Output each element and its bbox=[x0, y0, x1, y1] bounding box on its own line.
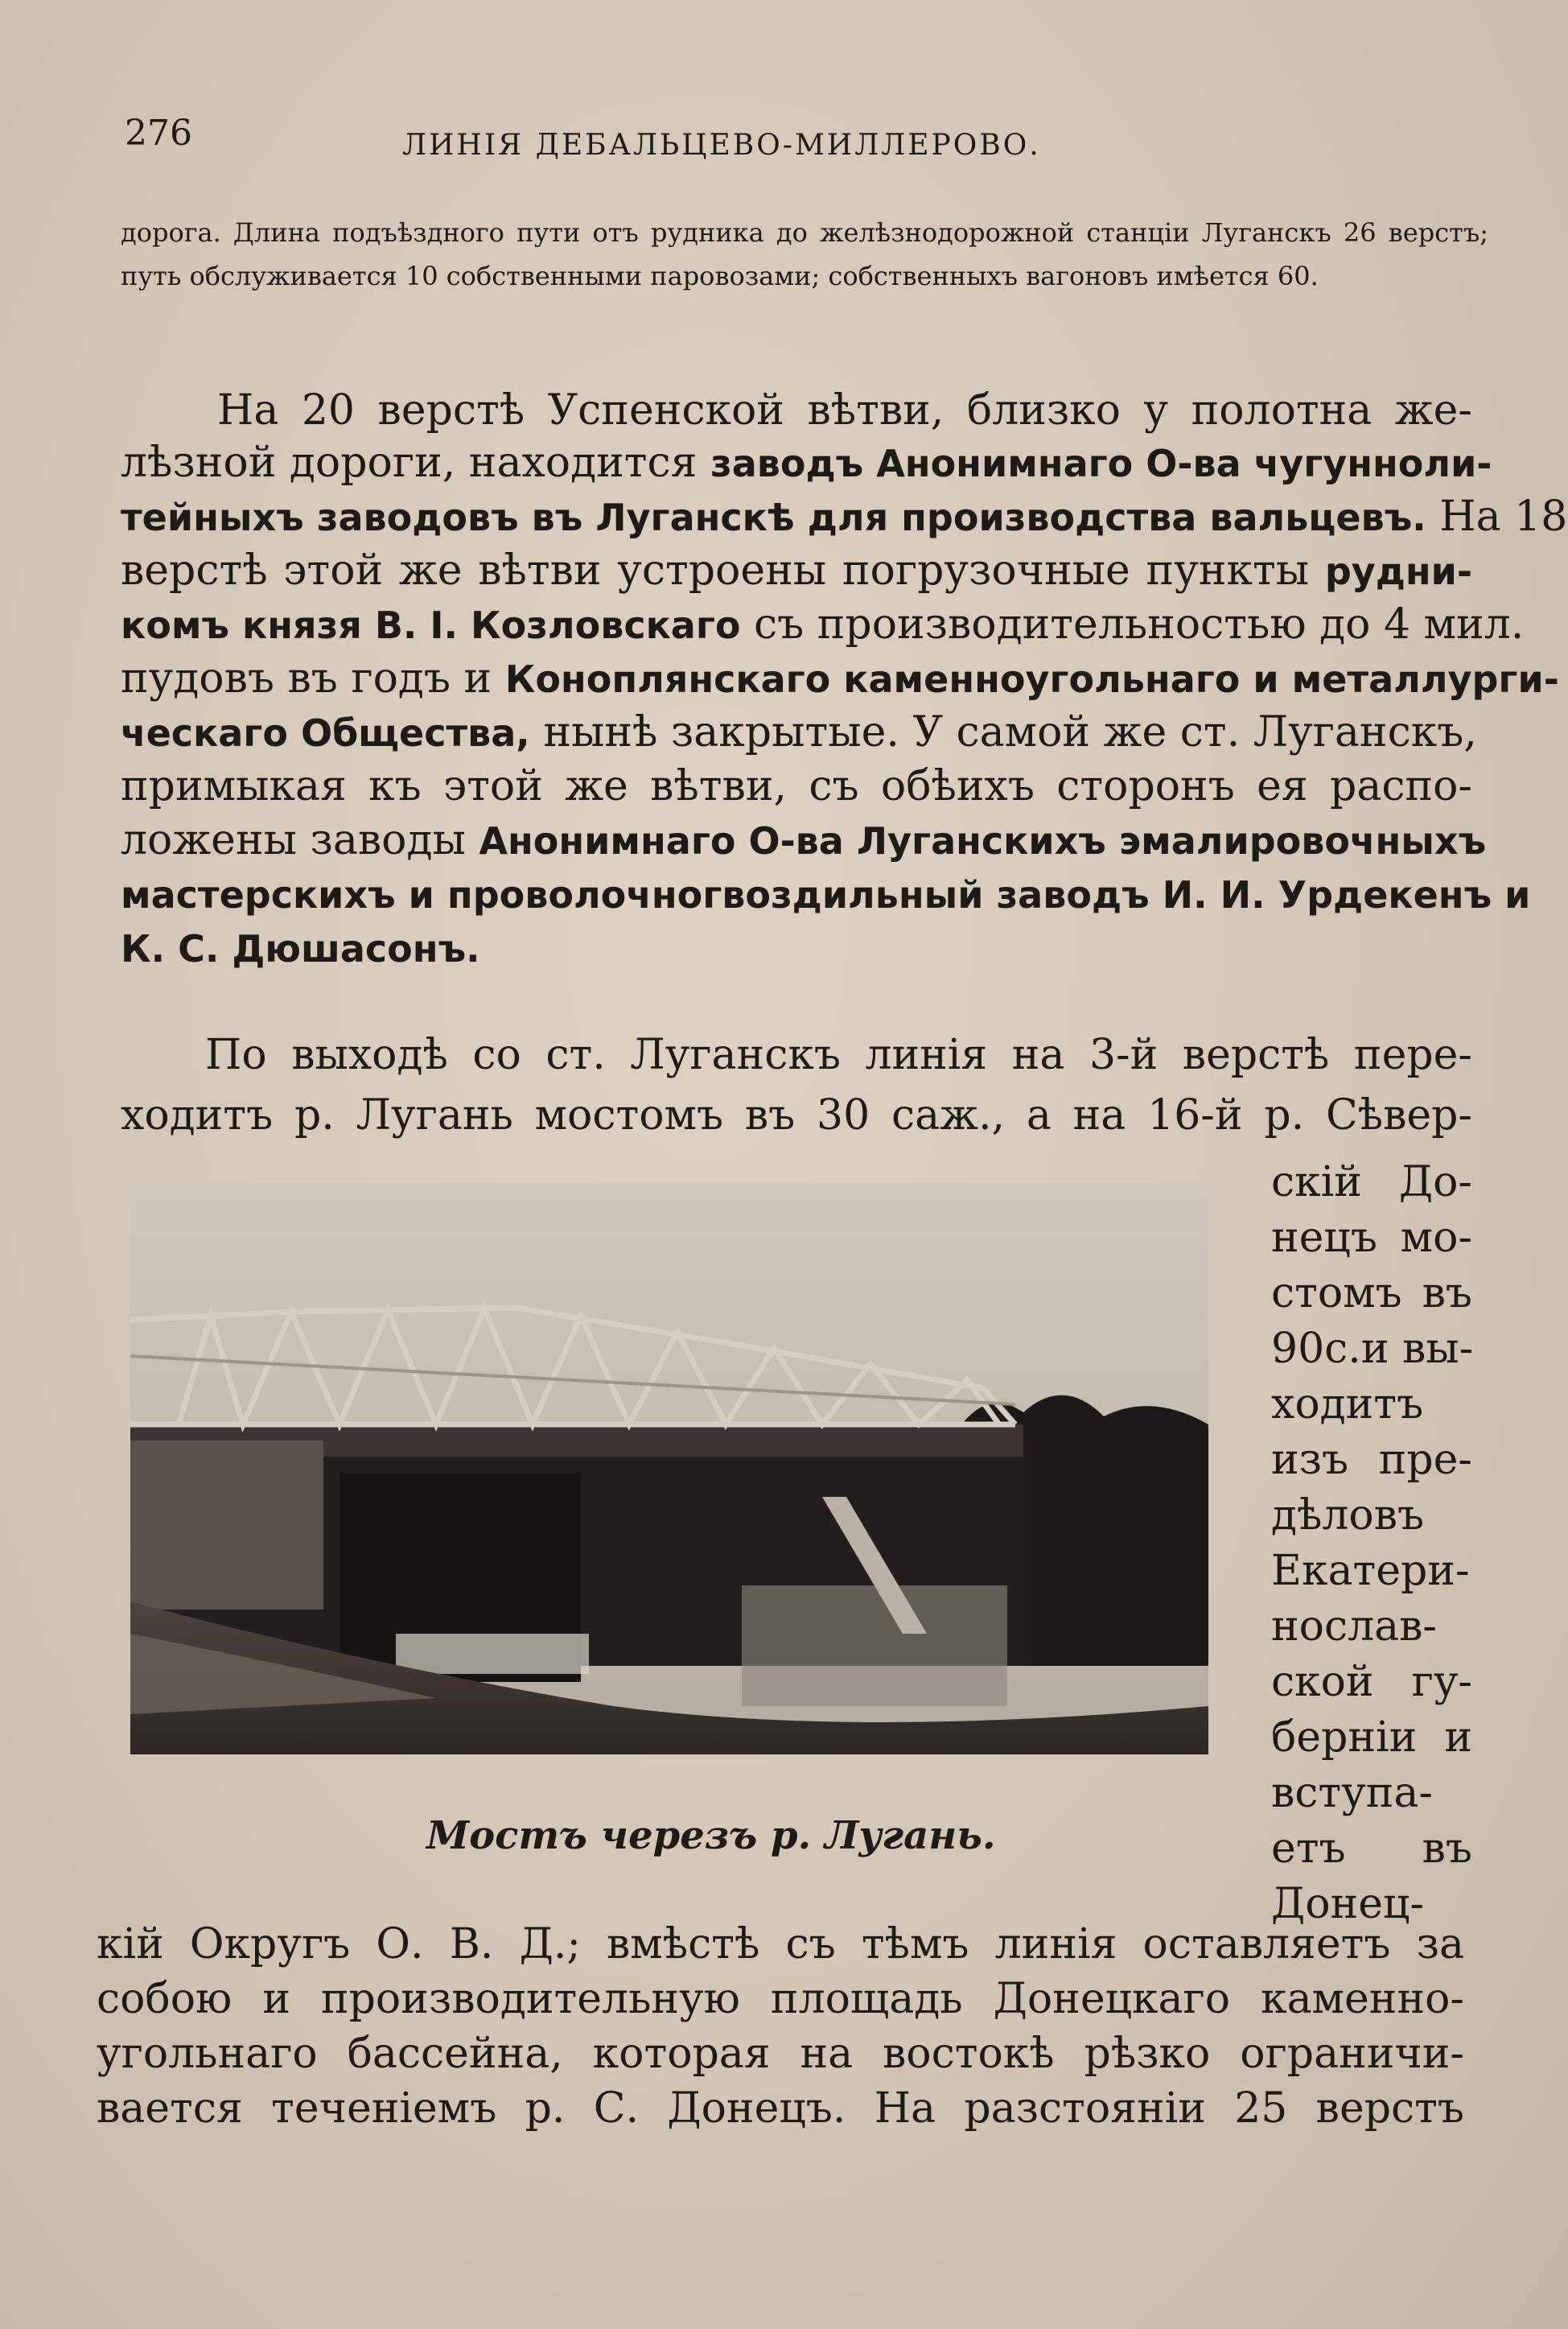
bridge-photograph bbox=[130, 1183, 1208, 1754]
para1-line bbox=[121, 600, 1525, 649]
side-line: дѣловъ bbox=[1271, 1491, 1425, 1540]
para2-line: кій Округъ О. В. Д.; вмѣстѣ съ тѣмъ линія оставляетъ за bbox=[97, 1920, 1464, 1968]
para1-line bbox=[121, 654, 1559, 703]
para1-line bbox=[121, 816, 1487, 864]
para1-line bbox=[121, 927, 480, 969]
highlight-text: тейныхъ заводовъ въ Луганскѣ для производства вальцевъ. bbox=[121, 496, 1426, 539]
highlight-text: мастерскихъ и проволочногвоздильный заводъ И. И. Урдекенъ и bbox=[121, 873, 1531, 917]
side-line: стомъ въ bbox=[1271, 1269, 1472, 1317]
para1-line bbox=[121, 708, 1477, 756]
side-column bbox=[1271, 1155, 1472, 1932]
side-line: изъ пре- bbox=[1271, 1436, 1472, 1484]
highlight-text: Коноплянскаго каменноугольнаго и металлурги- bbox=[504, 657, 1559, 701]
side-line: ской гу- bbox=[1271, 1658, 1472, 1706]
para2-line: собою и производительную площадь Донецкаго каменно- bbox=[97, 1975, 1464, 2023]
side-line: скій До- bbox=[1271, 1158, 1472, 1206]
highlight-text: Анонимнаго О-ва Луганскихъ эмалировочныхъ bbox=[479, 819, 1487, 863]
highlight-text: заводъ Анонимнаго О-ва чугунноли- bbox=[710, 442, 1492, 485]
plain-text: лѣзной дороги, находится bbox=[121, 439, 710, 487]
side-line: нецъ мо- bbox=[1271, 1214, 1472, 1262]
side-line: ходитъ bbox=[1271, 1380, 1424, 1428]
plain-text: нынѣ закрытые. У самой же ст. Луганскъ, bbox=[529, 708, 1477, 756]
para1-line: На 20 верстѣ Успенской вѣтви, близко у полотна же- bbox=[217, 386, 1472, 435]
plain-text: съ производительностью до 4 мил. bbox=[740, 600, 1525, 649]
side-line: вступа- bbox=[1271, 1769, 1433, 1817]
side-line: нослав- bbox=[1271, 1602, 1437, 1651]
page-number: 276 bbox=[125, 113, 192, 154]
running-title: ЛИНІЯ ДЕБАЛЬЦЕВО-МИЛЛЕРОВО. bbox=[402, 129, 1041, 162]
side-line: 90с.и вы- bbox=[1271, 1325, 1474, 1373]
para1-line bbox=[121, 873, 1531, 917]
side-line: Донец- bbox=[1271, 1880, 1425, 1928]
plain-text: ложены заводы bbox=[121, 816, 479, 864]
para1-line: примыкая къ этой же вѣтви, съ обѣихъ сторонъ ея распо- bbox=[121, 762, 1472, 810]
para2-line: По выходѣ со ст. Луганскъ линія на 3-й верстѣ пере- bbox=[205, 1031, 1472, 1079]
para1-line bbox=[121, 546, 1472, 595]
bridge-photo-image bbox=[130, 1183, 1208, 1754]
highlight-text: комъ князя В. І. Козловскаго bbox=[121, 604, 741, 647]
para2-line: угольнаго бассейна, которая на востокѣ рѣзко ограничи- bbox=[97, 2030, 1464, 2078]
highlight-text: К. С. Дюшасонъ. bbox=[121, 927, 480, 971]
side-line: Екатери- bbox=[1271, 1547, 1470, 1595]
para1-line bbox=[121, 493, 1568, 541]
highlight-text: ческаго Общества, bbox=[121, 711, 530, 755]
side-line: берніи и bbox=[1271, 1713, 1472, 1762]
plain-text: пудовъ въ годъ и bbox=[121, 654, 505, 703]
highlight-text: рудни- bbox=[1324, 550, 1472, 593]
figure-caption: Мостъ черезъ р. Лугань. bbox=[426, 1813, 996, 1858]
fine-print-paragraph: дорога. Длина подъѣздного пути отъ рудника до желѣзнодорожной станціи Луганскъ 26 верстъ; путь обслуживается 10 собственными паровозами; собственныхъ вагоновъ имѣется 60. bbox=[121, 217, 1488, 291]
para1-line bbox=[121, 439, 1492, 487]
para2-line: вается теченіемъ р. С. Донецъ. На разстояніи 25 верстъ bbox=[97, 2084, 1464, 2133]
plain-text: На 18 bbox=[1426, 493, 1568, 541]
plain-text: верстѣ этой же вѣтви устроены погрузочные пункты bbox=[121, 546, 1325, 595]
para2-line: ходитъ р. Лугань мостомъ въ 30 саж., а на 16-й р. Сѣвер- bbox=[121, 1091, 1472, 1140]
side-line: етъ въ bbox=[1271, 1824, 1472, 1873]
